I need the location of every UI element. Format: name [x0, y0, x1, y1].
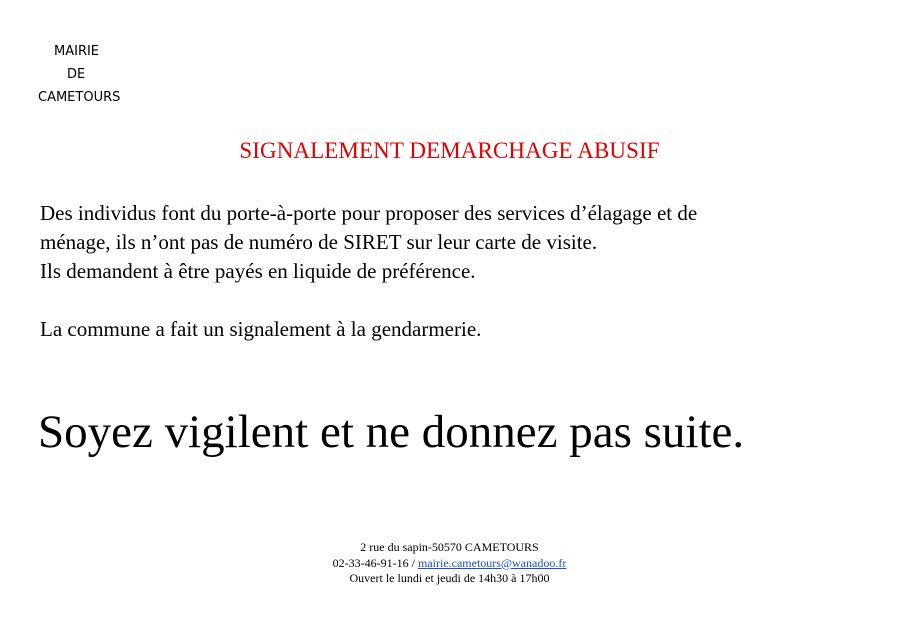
footer-email-link[interactable]: mairie.cametours@wanadoo.fr: [418, 555, 567, 570]
notice-title: SIGNALEMENT DEMARCHAGE ABUSIF: [239, 138, 660, 163]
body-paragraph-1: [40, 199, 870, 286]
body-paragraph-2: La commune a fait un signalement à la gendarmerie.: [40, 317, 482, 341]
footer-phone: 02-33-46-91-16: [332, 555, 409, 570]
letterhead-line-cametours: CAMETOURS: [38, 90, 121, 105]
footer-contact-line: [0, 556, 899, 572]
contact-footer: [0, 540, 899, 587]
mairie-letterhead: [30, 40, 150, 109]
letterhead-line-mairie: MAIRIE: [54, 44, 100, 59]
footer-opening-hours: Ouvert le lundi et jeudi de 14h30 à 17h00: [349, 571, 550, 585]
footer-separator: /: [408, 555, 418, 570]
body-line-3: Ils demandent à être payés en liquide de préférence.: [40, 259, 476, 283]
notice-body: [40, 199, 870, 344]
vigilance-warning: Soyez vigilent et ne donnez pas suite.: [38, 406, 745, 458]
body-line-2: ménage, ils n’ont pas de numéro de SIRET sur leur carte de visite.: [40, 230, 598, 254]
letterhead-line-de: DE: [67, 67, 86, 82]
body-line-1: Des individus font du porte-à-porte pour proposer des services d’élagage et de: [40, 201, 698, 225]
footer-address: 2 rue du sapin-50570 CAMETOURS: [360, 540, 539, 554]
